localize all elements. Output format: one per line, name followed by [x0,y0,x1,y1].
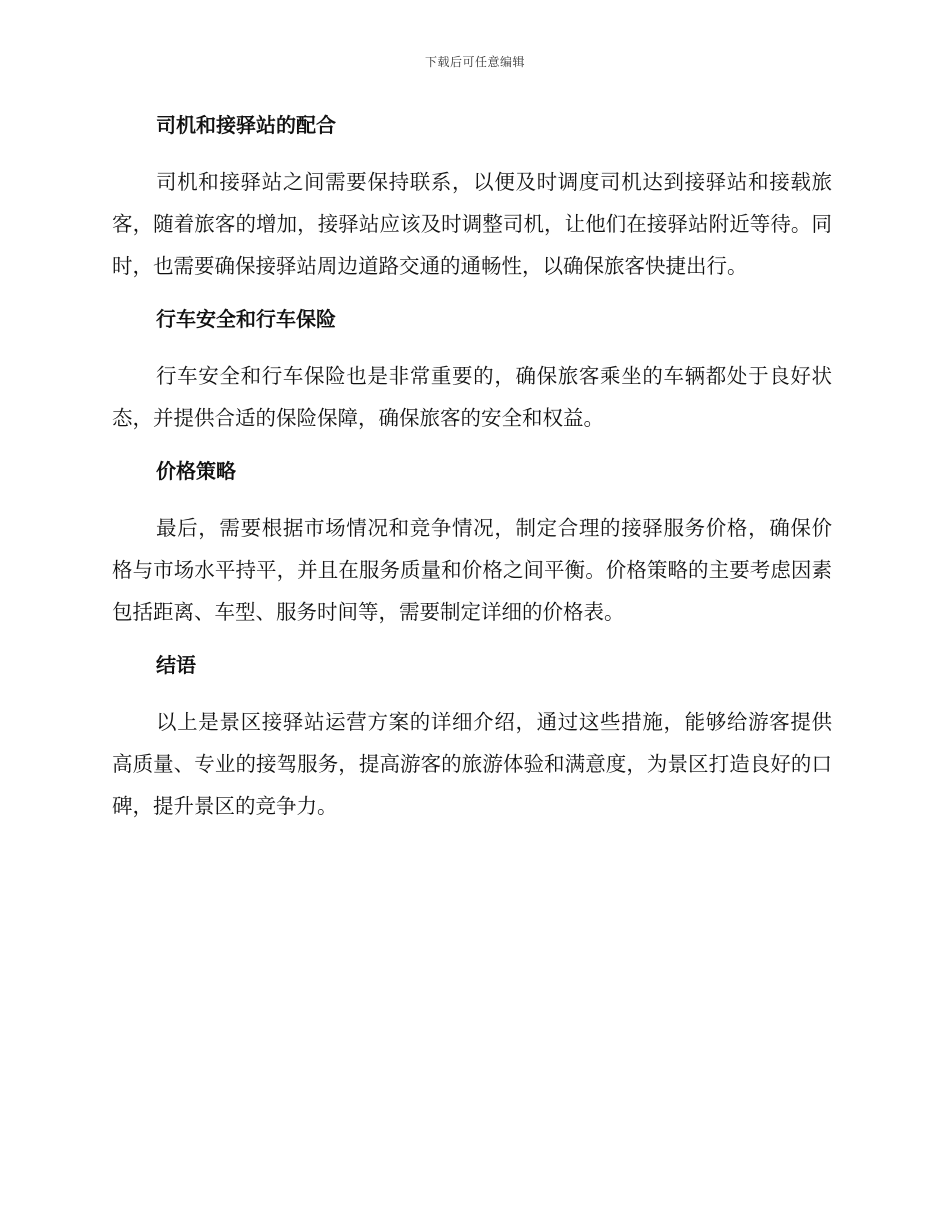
section-pricing-strategy [112,456,832,633]
section-conclusion [112,650,832,827]
section-paragraph: 以上是景区接驿站运营方案的详细介绍，通过这些措施，能够给游客提供高质量、专业的接驾服务，提高游客的旅游体验和满意度，为景区打造良好的口碑，提升景区的竞争力。 [112,710,832,818]
section-heading: 行车安全和行车保险 [156,307,336,331]
section-heading: 司机和接驿站的配合 [156,113,336,137]
section-heading: 结语 [156,653,196,677]
section-paragraph: 司机和接驿站之间需要保持联系，以便及时调度司机达到接驿站和接载旅客，随着旅客的增加，接驿站应该及时调整司机，让他们在接驿站附近等待。同时，也需要确保接驿站周边道路交通的通畅性，以确保旅客快捷出行。 [112,170,832,278]
section-heading: 价格策略 [156,459,236,483]
section-paragraph: 行车安全和行车保险也是非常重要的，确保旅客乘坐的车辆都处于良好状态，并提供合适的保险保障，确保旅客的安全和权益。 [112,364,832,430]
section-driver-coordination [112,110,832,287]
page-header: 下载后可任意编辑 [424,55,525,69]
document-body [112,110,832,844]
section-driving-safety [112,304,832,439]
section-paragraph: 最后，需要根据市场情况和竞争情况，制定合理的接驿服务价格，确保价格与市场水平持平，并且在服务质量和价格之间平衡。价格策略的主要考虑因素包括距离、车型、服务时间等，需要制定详细的价格表。 [112,516,832,624]
